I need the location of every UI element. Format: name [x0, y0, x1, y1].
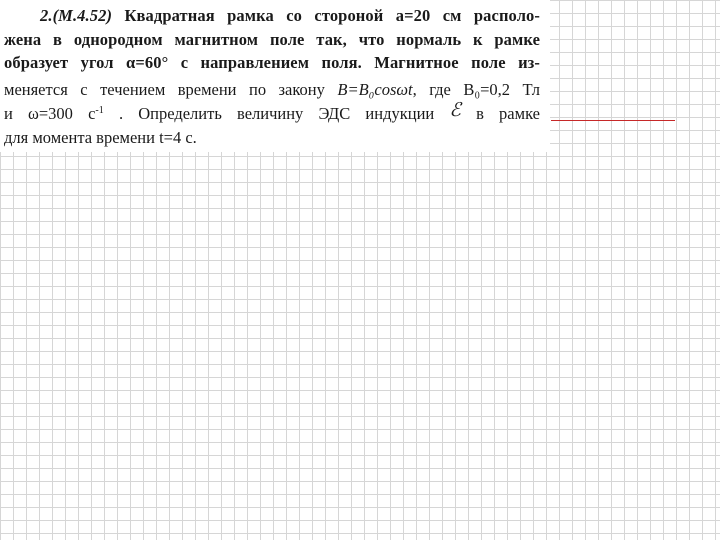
problem-line-1 [40, 6, 540, 26]
line-4-text: меняется с течением времени по закону [4, 80, 325, 99]
problem-line-5 [4, 99, 540, 124]
line-5-start: и ω=300 с [4, 104, 96, 123]
b0-value: B₀=0,2 Тл [463, 80, 541, 99]
emf-symbol: ℰ [449, 99, 461, 121]
line-5-end: в рамке [476, 104, 540, 123]
problem-number: 2.(М.4.52) [40, 6, 113, 25]
problem-line-4 [4, 80, 540, 100]
line-5-mid: . Определить величину ЭДС индукции [118, 104, 435, 123]
red-underline-decoration [551, 120, 675, 121]
problem-line-6: для момента времени t=4 с. [4, 128, 197, 147]
line-5-exponent: -1 [95, 105, 104, 116]
formula-b: B=B₀cosωt [337, 80, 413, 99]
problem-line-1-text: Квадратная рамка со стороной a=20 см располо- [124, 6, 540, 25]
problem-line-2: жена в однородном магнитном поле так, что нормаль к рамке [4, 30, 540, 49]
line-4-where: , где [412, 80, 451, 99]
scanned-problem-image [0, 0, 550, 152]
problem-line-3: образует угол α=60° с направлением поля. Магнитное поле из- [4, 53, 540, 72]
